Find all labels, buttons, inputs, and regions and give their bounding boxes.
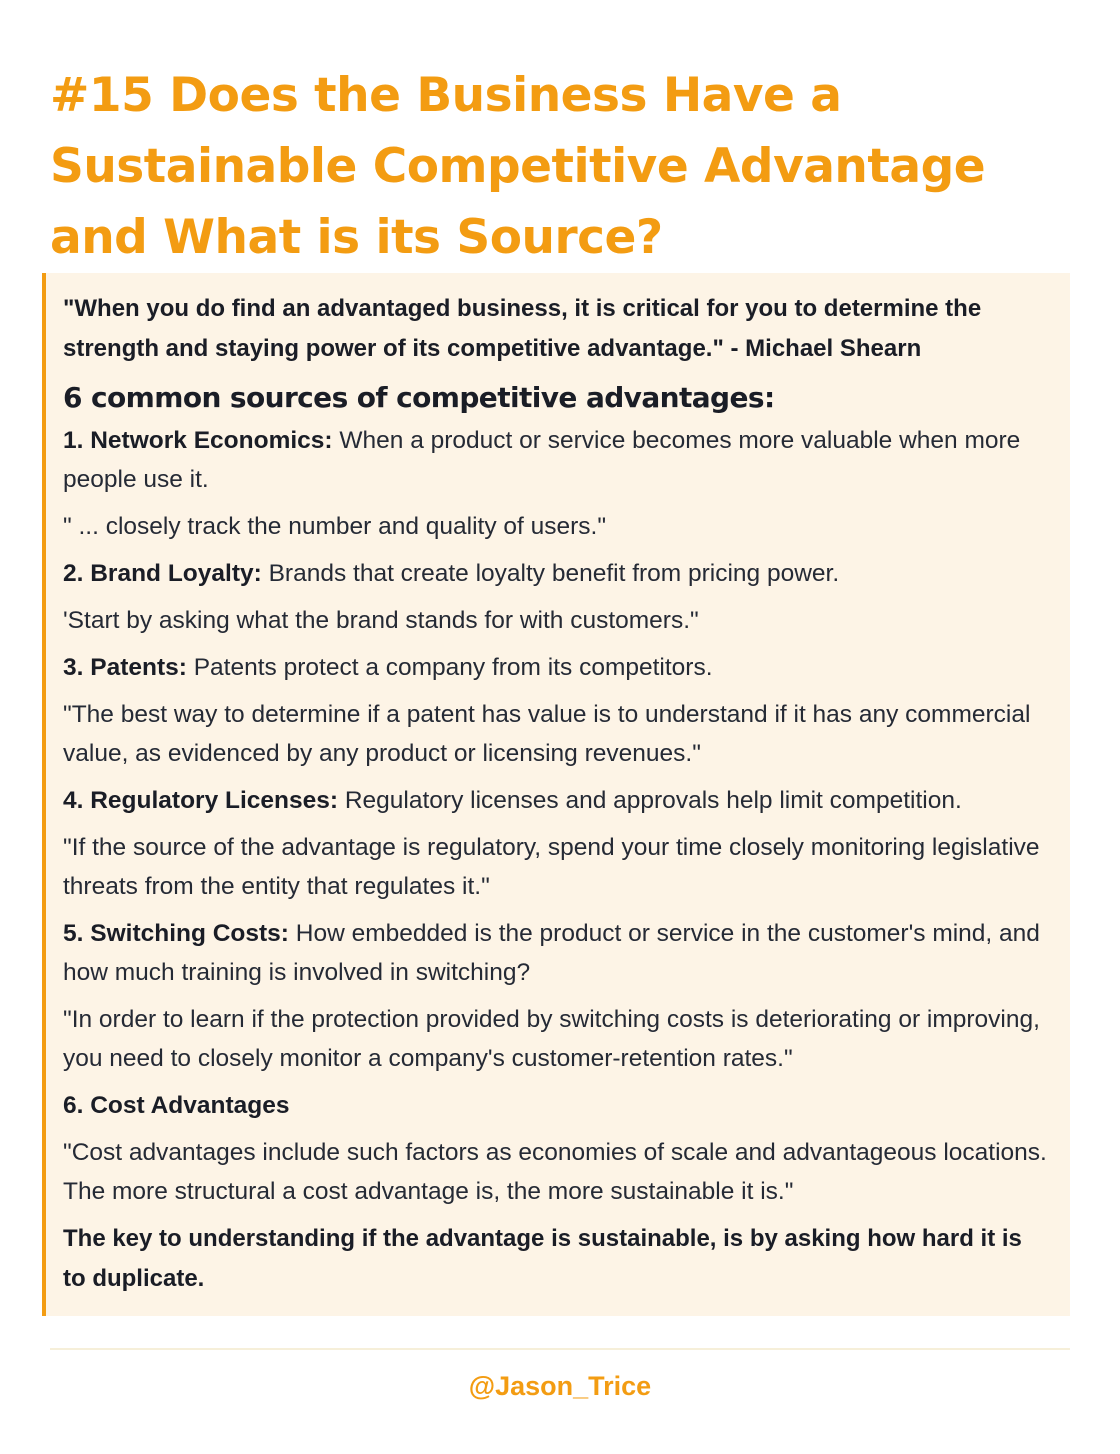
content-panel xyxy=(42,273,1070,1316)
item-label: 5. Switching Costs: xyxy=(63,920,289,947)
item-label: 3. Patents: xyxy=(63,654,187,681)
intro-quote: "When you do find an advantaged business, it is critical for you to determine the strength and staying power of its competitive advantage." - Michael Shearn xyxy=(63,295,982,362)
item-quote: "Cost advantages include such factors as economies of scale and advantageous locations. The more structural a cost advantage is, the more sustainable it is." xyxy=(63,1139,1047,1205)
item-quote: 'Start by asking what the brand stands for with customers." xyxy=(63,607,699,634)
item-quote: "In order to learn if the protection provided by switching costs is deteriorating or improving, you need to closely monitor a company's customer-retention rates." xyxy=(63,1006,1040,1072)
section-heading: 6 common sources of competitive advantages: xyxy=(63,381,775,414)
item-description: Patents protect a company from its competitors. xyxy=(193,654,713,681)
item-quote: " ... closely track the number and quality of users." xyxy=(63,513,607,540)
item-label: 6. Cost Advantages xyxy=(63,1092,290,1119)
item-quote: "The best way to determine if a patent has value is to understand if it has any commercial value, as evidenced by any product or licensing revenues." xyxy=(63,701,1031,767)
page-title: #15 Does the Business Have a Sustainable Competitive Advantage and What is its Source? xyxy=(50,68,986,265)
author-handle: @Jason_Trice xyxy=(468,1371,652,1401)
item-brand-loyalty xyxy=(63,554,1050,593)
item-regulatory-licenses xyxy=(63,781,1050,820)
item-cost-advantages xyxy=(63,1086,1050,1125)
item-patents xyxy=(63,648,1050,687)
item-label: 4. Regulatory Licenses: xyxy=(63,787,339,814)
item-description: Brands that create loyalty benefit from pricing power. xyxy=(268,560,840,587)
item-label: 1. Network Economics: xyxy=(63,427,333,454)
item-switching-costs xyxy=(63,914,1050,992)
item-quote: "If the source of the advantage is regulatory, spend your time closely monitoring legislative threats from the entity that regulates it." xyxy=(63,834,1040,900)
conclusion: The key to understanding if the advantage is sustainable, is by asking how hard it is to duplicate. xyxy=(63,1225,1022,1292)
item-description: How embedded is the product or service in the customer's mind, and how much training is involved in switching? xyxy=(63,920,1040,986)
item-label: 2. Brand Loyalty: xyxy=(63,560,262,587)
item-description: Regulatory licenses and approvals help limit competition. xyxy=(344,787,962,814)
item-description: When a product or service becomes more valuable when more people use it. xyxy=(63,427,1021,493)
item-network-economics xyxy=(63,421,1050,499)
footer-divider xyxy=(50,1348,1070,1350)
